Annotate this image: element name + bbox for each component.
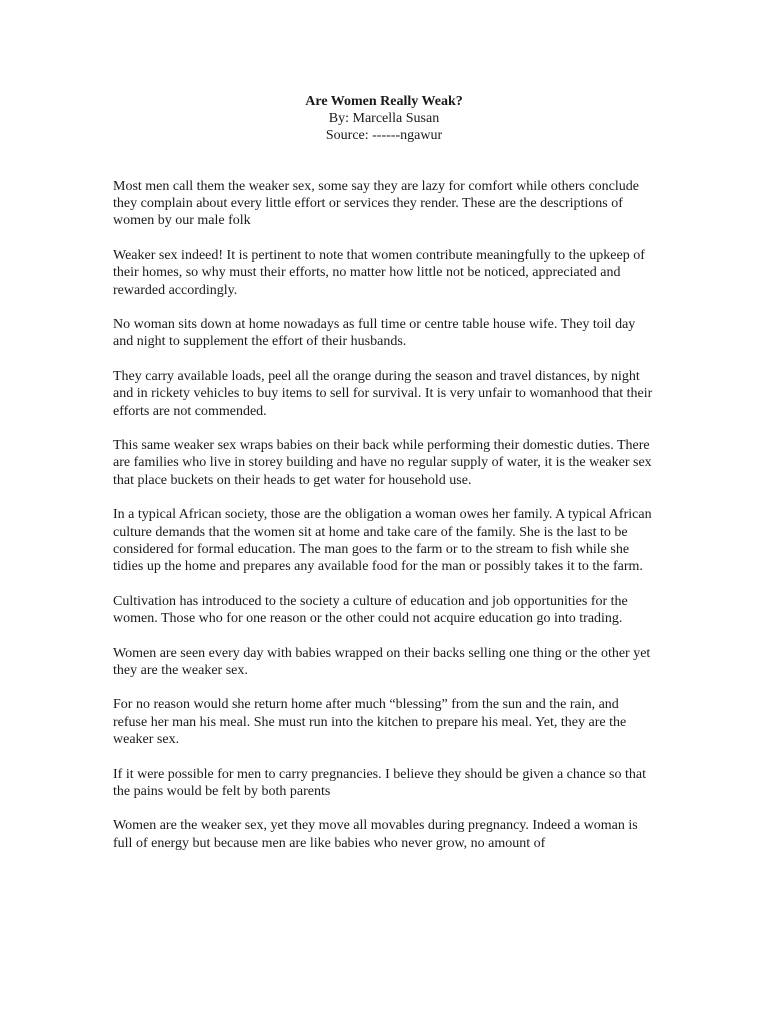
document-source: Source: ------ngawur [325, 128, 443, 143]
paragraph: They carry available loads, peel all the orange during the season and travel distances, by night and in rickety vehicles to buy items to sell for survival. It is very unfair to womanhood that their efforts are not commended. [113, 369, 653, 419]
document-body [113, 178, 653, 869]
paragraph: Women are the weaker sex, yet they move all movables during pregnancy. Indeed a woman is full of energy but because men are like babies who never grow, no amount of [113, 818, 638, 851]
paragraph: In a typical African society, those are the obligation a woman owes her family. A typical African culture demands that the women sit at home and take care of the family. She is the last to be considered for formal education. The man goes to the farm or to the stream to fish while she tidies up the home and prepares any available food for the man or possibly takes it to the farm. [113, 507, 652, 574]
document-header [0, 93, 768, 144]
paragraph: If it were possible for men to carry pregnancies. I believe they should be given a chance so that the pains would be felt by both parents [113, 766, 646, 799]
paragraph: This same weaker sex wraps babies on their back while performing their domestic duties. There are families who live in storey building and have no regular supply of water, it is the weaker sex that place buckets on their heads to get water for household use. [113, 438, 652, 488]
paragraph: Weaker sex indeed! It is pertinent to note that women contribute meaningfully to the upkeep of their homes, so why must their efforts, no matter how little not be noticed, appreciated and rewarded accordingly. [113, 248, 645, 298]
paragraph: Cultivation has introduced to the society a culture of education and job opportunities for the women. Those who for one reason or the other could not acquire education go into trading. [113, 593, 628, 626]
paragraph: Most men call them the weaker sex, some say they are lazy for comfort while others conclude they complain about every little effort or services they render. These are the descriptions of women by our male folk [113, 179, 639, 229]
paragraph: Women are seen every day with babies wrapped on their backs selling one thing or the other yet they are the weaker sex. [113, 645, 651, 678]
paragraph: No woman sits down at home nowadays as full time or centre table house wife. They toil day and night to supplement the effort of their husbands. [113, 317, 636, 350]
document-byline: By: Marcella Susan [328, 111, 440, 126]
paragraph: For no reason would she return home after much “blessing” from the sun and the rain, and refuse her man his meal. She must run into the kitchen to prepare his meal. Yet, they are the weaker sex. [113, 697, 627, 747]
document-title: Are Women Really Weak? [305, 94, 463, 109]
